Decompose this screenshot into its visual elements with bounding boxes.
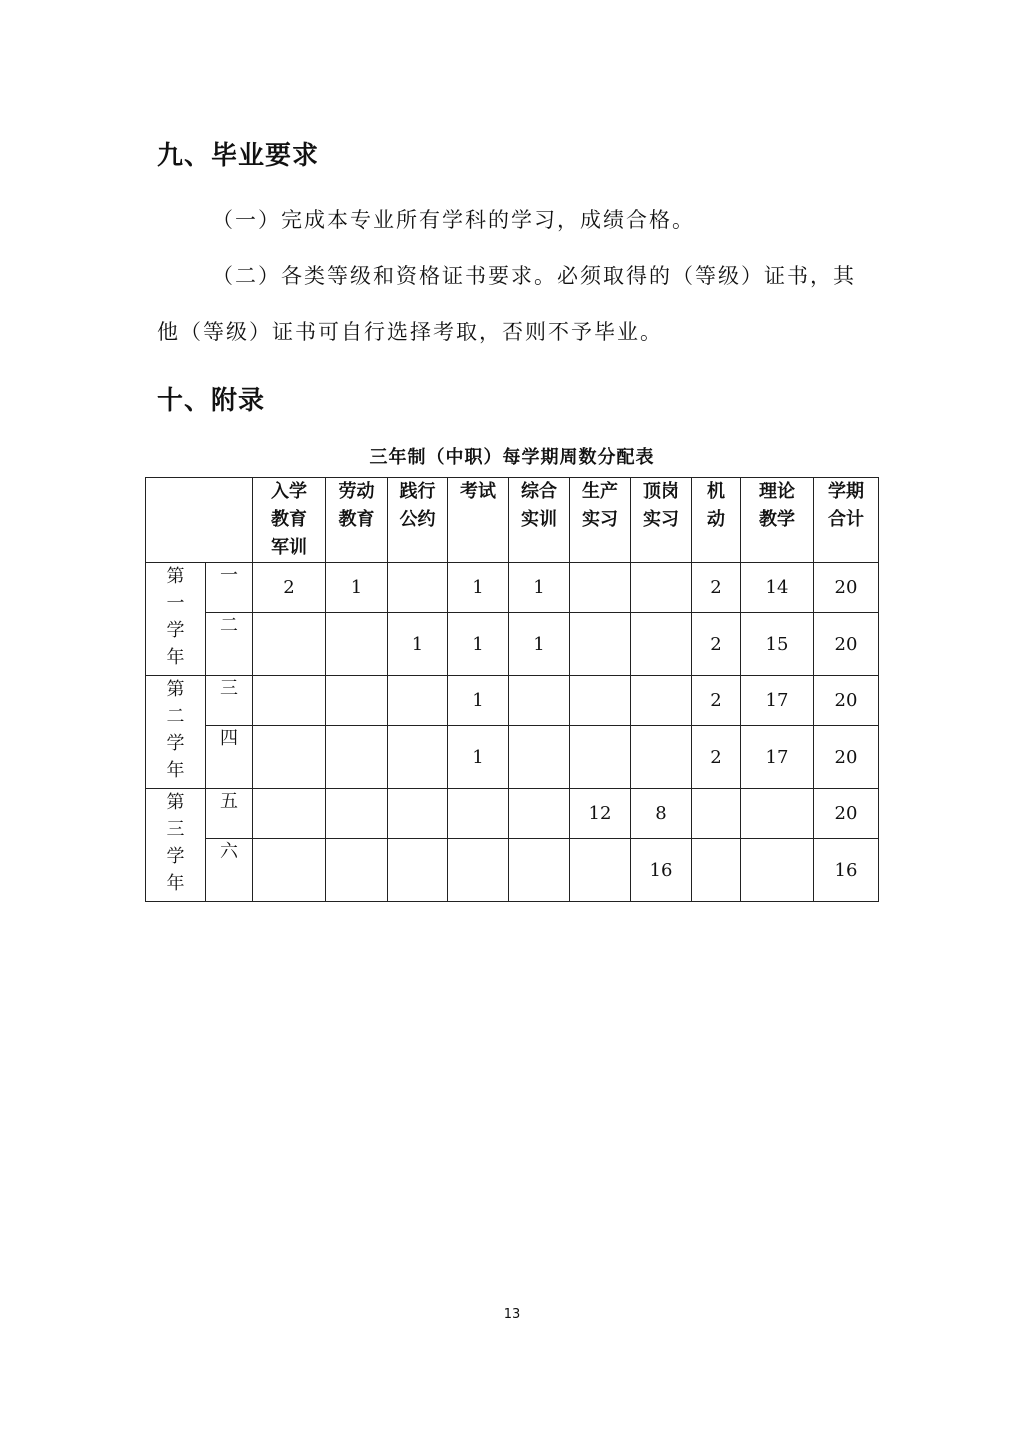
table-cell: [326, 789, 388, 839]
table-cell: 20: [814, 726, 879, 789]
table-cell: [448, 839, 509, 902]
table-title: 三年制（中职）每学期周数分配表: [369, 447, 655, 468]
table-cell: 1: [509, 563, 570, 613]
table-cell: [388, 563, 448, 613]
semester-label: 六: [206, 839, 253, 902]
graduation-requirement-2-line2: 他（等级）证书可自行选择考取，否则不予毕业。: [157, 320, 663, 344]
corner-cell: [146, 478, 253, 563]
table-cell: 1: [509, 613, 570, 676]
column-header-line: 考试: [460, 481, 496, 502]
table-cell: 1: [448, 676, 509, 726]
column-header-line: 教育: [338, 509, 375, 530]
table-cell: [326, 839, 388, 902]
table-cell: 20: [814, 563, 879, 613]
table-cell: 2: [692, 726, 741, 789]
table-cell: 1: [448, 563, 509, 613]
year-label: [146, 676, 206, 789]
table-cell: [388, 789, 448, 839]
column-header: [631, 478, 692, 563]
table-cell: [570, 839, 631, 902]
column-header-line: 教学: [759, 509, 795, 530]
column-header-line: 合计: [828, 509, 864, 530]
column-header-line: 劳动: [338, 481, 375, 502]
year-label-char: 二: [166, 706, 185, 727]
table-cell: [509, 839, 570, 902]
table-cell: 12: [570, 789, 631, 839]
year-label-char: 第: [166, 566, 185, 587]
year-label-char: 第: [166, 679, 185, 700]
year-label: [146, 563, 206, 676]
year-label-char: 一: [166, 593, 185, 614]
table-row: [146, 839, 879, 902]
table-cell: [253, 613, 326, 676]
table-cell: [692, 789, 741, 839]
column-header: [326, 478, 388, 563]
table-cell: [741, 789, 814, 839]
table-cell: 16: [814, 839, 879, 902]
table-cell: 1: [326, 563, 388, 613]
column-header-line: 学期: [828, 481, 864, 502]
column-header: [448, 478, 509, 563]
table-cell: 2: [692, 563, 741, 613]
graduation-requirement-2-line1: （二）各类等级和资格证书要求。必须取得的（等级）证书，其: [212, 264, 856, 288]
semester-label: 四: [206, 726, 253, 789]
column-header-line: 军训: [271, 537, 307, 558]
semester-label: 一: [206, 563, 253, 613]
table-cell: [692, 839, 741, 902]
page-number: 13: [503, 1307, 521, 1322]
table-cell: 17: [741, 726, 814, 789]
column-header-line: 动: [707, 509, 725, 530]
column-header-line: 生产: [582, 481, 618, 502]
year-label-char: 学: [166, 620, 185, 641]
graduation-requirement-1: （一）完成本专业所有学科的学习，成绩合格。: [212, 208, 695, 232]
table-cell: [253, 676, 326, 726]
semester-label: 二: [206, 613, 253, 676]
table-row: [146, 563, 879, 613]
table-row: [146, 676, 879, 726]
column-header-line: 顶岗: [643, 481, 679, 502]
column-header: [570, 478, 631, 563]
year-label-char: 年: [166, 760, 185, 781]
table-cell: [388, 839, 448, 902]
semester-label: 三: [206, 676, 253, 726]
year-label-char: 年: [166, 873, 185, 894]
table-cell: 20: [814, 676, 879, 726]
table-cell: 20: [814, 789, 879, 839]
table-cell: 2: [692, 676, 741, 726]
column-header-line: 入学: [271, 481, 307, 502]
column-header-line: 实训: [521, 509, 557, 530]
column-header-line: 机: [707, 481, 725, 502]
column-header: [814, 478, 879, 563]
column-header-line: 践行: [399, 481, 436, 502]
table-cell: [631, 676, 692, 726]
table-cell: [326, 676, 388, 726]
year-label-char: 第: [166, 792, 185, 813]
year-label-char: 三: [166, 819, 185, 840]
section-9-heading: 九、毕业要求: [157, 141, 320, 171]
table-cell: [570, 676, 631, 726]
table-cell: 8: [631, 789, 692, 839]
table-cell: [509, 789, 570, 839]
column-header-line: 实习: [643, 509, 679, 530]
column-header: [253, 478, 326, 563]
column-header: [692, 478, 741, 563]
table-cell: [570, 613, 631, 676]
column-header-line: 理论: [759, 481, 795, 502]
table-cell: [448, 789, 509, 839]
table-cell: [570, 563, 631, 613]
table-cell: 1: [448, 613, 509, 676]
table-cell: [326, 726, 388, 789]
table-cell: 17: [741, 676, 814, 726]
column-header-line: 教育: [271, 509, 307, 530]
table-cell: [253, 726, 326, 789]
column-header-line: 实习: [582, 509, 618, 530]
year-label-char: 学: [166, 846, 185, 867]
table-row: [146, 726, 879, 789]
table-cell: [570, 726, 631, 789]
table-cell: 1: [388, 613, 448, 676]
table-cell: [253, 839, 326, 902]
section-10-heading: 十、附录: [157, 386, 266, 416]
table-cell: [388, 726, 448, 789]
table-cell: [741, 839, 814, 902]
table-cell: [631, 613, 692, 676]
table-cell: 15: [741, 613, 814, 676]
table-cell: 2: [692, 613, 741, 676]
table-cell: 2: [253, 563, 326, 613]
semester-label: 五: [206, 789, 253, 839]
weeks-allocation-table: [145, 477, 879, 902]
column-header-line: 综合: [521, 481, 557, 502]
table-cell: [631, 563, 692, 613]
table-cell: [253, 789, 326, 839]
column-header-line: 公约: [399, 509, 436, 530]
table-cell: 20: [814, 613, 879, 676]
table-cell: [388, 676, 448, 726]
column-header: [509, 478, 570, 563]
year-label-char: 年: [166, 647, 185, 668]
year-label: [146, 789, 206, 902]
table-cell: 1: [448, 726, 509, 789]
year-label-char: 学: [166, 733, 185, 754]
table-cell: 16: [631, 839, 692, 902]
table-cell: [631, 726, 692, 789]
table-cell: [509, 676, 570, 726]
column-header: [388, 478, 448, 563]
table-row: [146, 789, 879, 839]
table-cell: [326, 613, 388, 676]
table-cell: [509, 726, 570, 789]
table-row: [146, 613, 879, 676]
table-cell: 14: [741, 563, 814, 613]
column-header: [741, 478, 814, 563]
